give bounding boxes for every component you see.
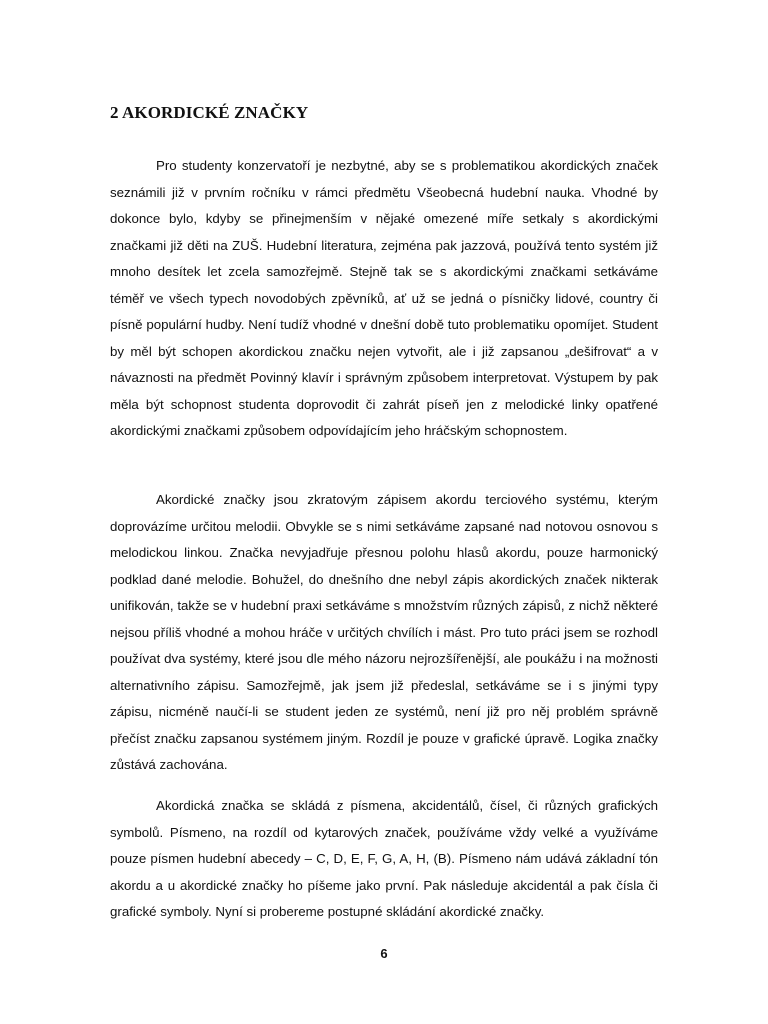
- paragraph-3: Akordická značka se skládá z písmena, akcidentálů, čísel, či různých grafických symbolů. Písmeno, na rozdíl od kytarových značek, používáme vždy velké a využíváme pouze písmen hudební abecedy – C, D, E, F, G, A, H, (B). Písmeno nám udává základní tón akordu a u akordické značky ho píšeme jako první. Pak následuje akcidentál a pak čísla či grafické symboly. Nyní si probereme postupné skládání akordické značky.: [110, 798, 658, 919]
- chapter-heading: 2 AKORDICKÉ ZNAČKY: [110, 103, 309, 122]
- paragraph-1: Pro studenty konzervatoří je nezbytné, aby se s problematikou akordických značek seznámili již v prvním ročníku v rámci předmětu Všeobecná hudební nauka. Vhodné by dokonce bylo, kdyby se přinejmenším v nějaké omezené míře setkaly s akordickými značkami již děti na ZUŠ. Hudební literatura, zejména pak jazzová, používá tento systém již mnoho desítek let zcela samozřejmě. Stejně tak se s akordickými značkami setkáváme téměř ve všech typech novodobých zpěvníků, ať už se jedná o písničky lidové, country či písně populární hudby. Není tudíž vhodné v dnešní době tuto problematiku opomíjet. Student by měl být schopen akordickou značku nejen vytvořit, ale i již zapsanou „dešifrovat“ a v návaznosti na předmět Povinný klavír i správným způsobem interpretovat. Výstupem by pak měla být schopnost studenta doprovodit či zahrát píseň jen z melodické linky opatřené akordickými značkami způsobem odpovídajícím jeho hráčským schopnostem.: [110, 158, 658, 438]
- paragraph-2: Akordické značky jsou zkratovým zápisem akordu terciového systému, kterým doprovázíme určitou melodii. Obvykle se s nimi setkáváme zapsané nad notovou osnovou s melodickou linkou. Značka nevyjadřuje přesnou polohu hlasů akordu, pouze harmonický podklad dané melodie. Bohužel, do dnešního dne nebyl zápis akordických značek nikterak unifikován, takže se v hudební praxi setkáváme s množstvím různých zápisů, z nichž některé nejsou příliš vhodné a mohou hráče v určitých chvílích i mást. Pro tuto práci jsem se rozhodl používat dva systémy, které jsou dle mého názoru nejrozšířenější, ale poukážu i na možnosti alternativního zápisu. Samozřejmě, jak jsem již předeslal, setkáváme se i s jinými typy zápisu, nicméně naučí-li se student jeden ze systémů, není již pro něj problém správně přečíst značku zapsanou systémem jiným. Rozdíl je pouze v grafické úpravě. Logika značky zůstává zachována.: [110, 492, 658, 772]
- page-number: 6: [380, 946, 388, 961]
